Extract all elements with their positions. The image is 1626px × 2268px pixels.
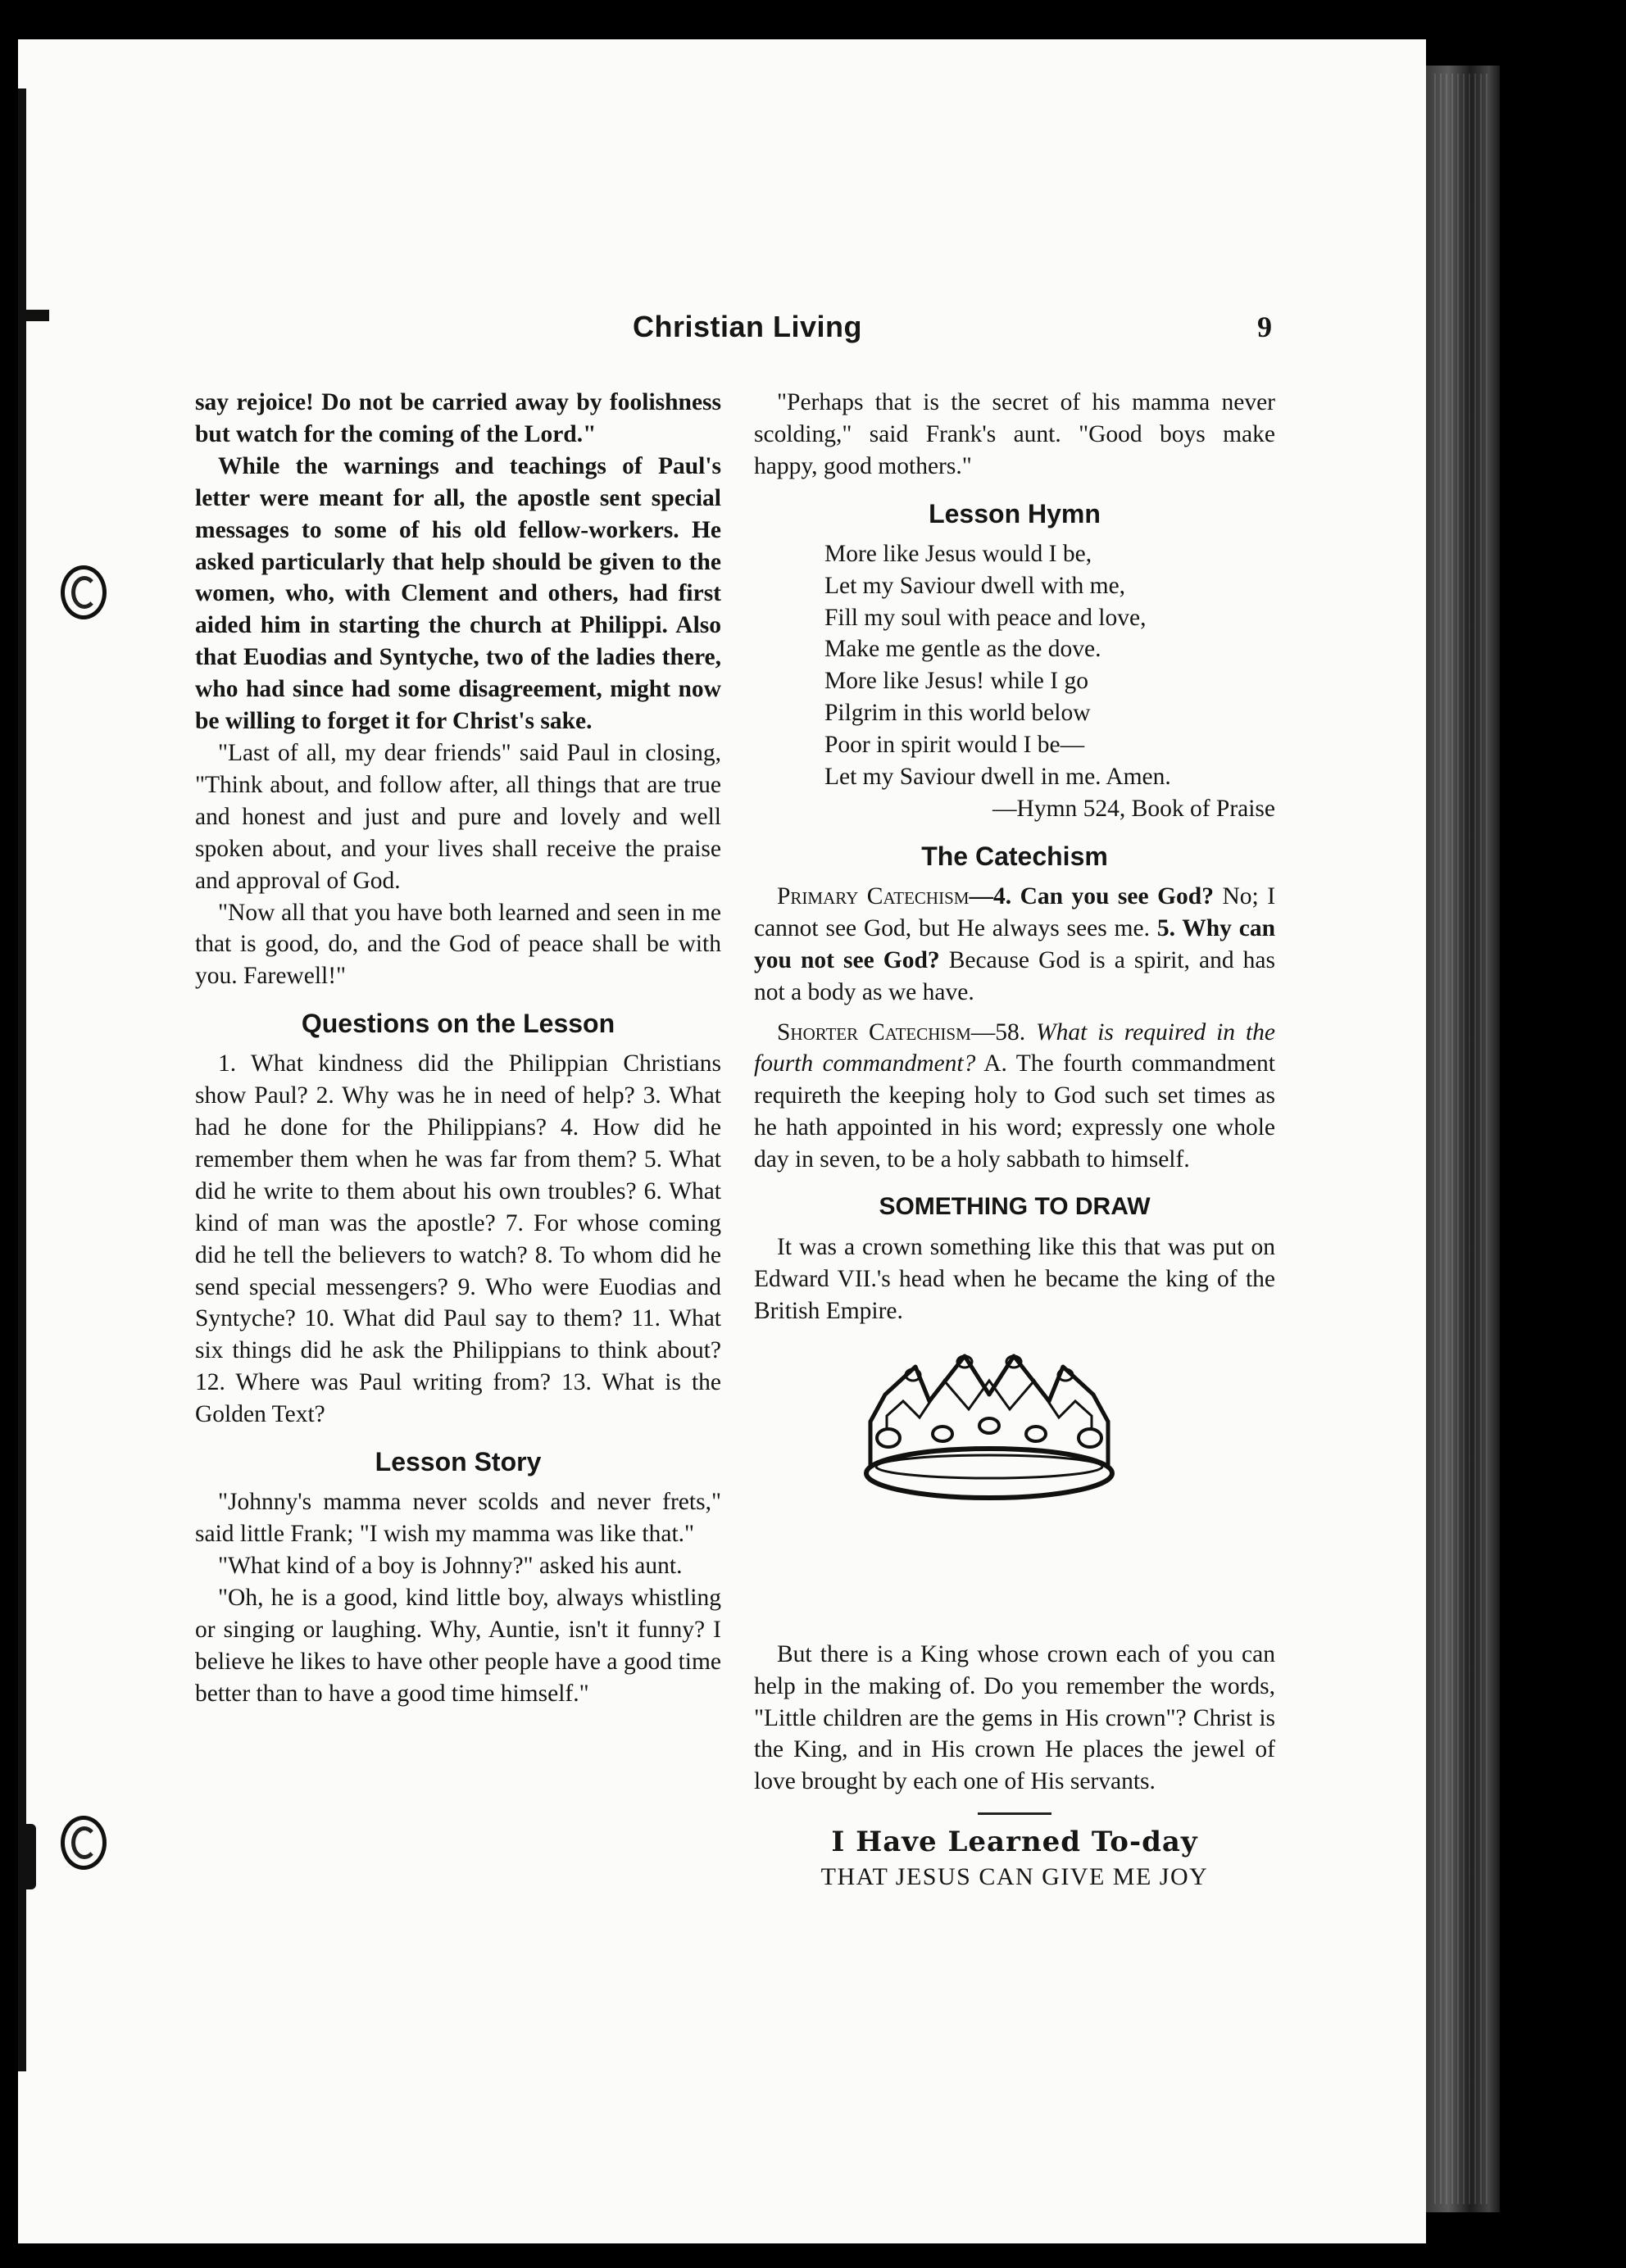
primary-catechism — [754, 881, 1275, 1009]
paragraph: "Johnny's mamma never scolds and never frets," said little Frank; "I wish my mamma was like that." — [195, 1489, 721, 1547]
crown-illustration — [854, 1344, 1124, 1508]
divider — [978, 1812, 1051, 1815]
paragraph: But there is a King whose crown each of you can help in the making of. Do you remember the words, "Little children are the gems in His crown"? Christ is the King, and in His crown He places the jewel of love brought by each one of His servants. — [754, 1640, 1275, 1795]
page-edge-stripes — [1434, 74, 1492, 2204]
paragraph: "Perhaps that is the secret of his mamma never scolding," said Frank's aunt. "Good boys make happy, good mothers." — [754, 389, 1275, 479]
catechism-label: Shorter Catechism — [777, 1018, 971, 1046]
binder-ring-icon — [61, 565, 107, 619]
binding-edge — [18, 88, 26, 2071]
catechism-answer: No; I cannot see God, but He always sees me. — [754, 882, 1276, 941]
hymn-line: More like Jesus! while I go — [824, 668, 1088, 695]
section-heading-story: Lesson Story — [375, 1447, 542, 1477]
shorter-catechism — [754, 1017, 1275, 1177]
printed-page — [18, 39, 1426, 2243]
paragraph: say rejoice! Do not be carried away by foolishness but watch for the coming of the Lord." — [195, 389, 721, 447]
learned-heading: I Have Learned To-day — [831, 1826, 1198, 1859]
catechism-answer: A. The fourth commandment requireth the keeping holy to God such set times as he hath appointed in his word; expressly one whole day in seven, to be a holy sabbath to himself. — [754, 1050, 1275, 1173]
hymn-line: Make me gentle as the dove. — [824, 636, 1101, 663]
section-heading-draw: SOMETHING TO DRAW — [879, 1193, 1151, 1221]
catechism-question: 5. Why can you not see God? — [754, 914, 1275, 973]
crown-illustration-area — [754, 1327, 1275, 1639]
section-heading-questions: Questions on the Lesson — [301, 1009, 615, 1039]
hymn-line: Fill my soul with peace and love, — [824, 604, 1147, 631]
catechism-number: —58. — [970, 1018, 1037, 1046]
catechism-question: —4. Can you see God? — [969, 882, 1214, 909]
hymn-line: Pilgrim in this world below — [824, 700, 1091, 727]
left-column — [195, 387, 721, 1709]
paragraph: It was a crown something like this that was put on Edward VII.'s head when he became the king of the British Empire. — [754, 1234, 1275, 1324]
paragraph: "Last of all, my dear friends" said Paul in closing, "Think about, and follow after, all things that are true and honest and just and pure and lovely and well spoken about, and your lives shall receive the praise and approval of God. — [195, 739, 721, 894]
hymn-line: Poor in spirit would I be— — [824, 732, 1085, 759]
hymn-line: Let my Saviour dwell in me. Amen. — [824, 764, 1171, 791]
hymn-line: More like Jesus would I be, — [824, 540, 1092, 567]
page-number: 9 — [1257, 311, 1272, 343]
paragraph: "What kind of a boy is Johnny?" asked his aunt. — [218, 1552, 683, 1579]
section-heading-hymn: Lesson Hymn — [929, 498, 1101, 528]
right-column — [754, 387, 1275, 1894]
binder-clip — [18, 1824, 36, 1889]
questions-paragraph: 1. What kindness did the Philippian Christians show Paul? 2. Why was he in need of help? 3. What had he done for the Philippians? 4. How did he remember them when he was far from them? 5. What did he write to them about his own troubles? 6. What kind of man was the apostle? 7. For whose coming did he tell the believers to watch? 8. To whom did he send special messengers? 9. Who were Euodias and Syntyche? 10. What did Paul say to them? 11. What six things did he ask the Philippians to think about? 12. Where was Paul writing from? 13. What is the Golden Text? — [195, 1050, 721, 1428]
binder-ring-icon — [61, 1816, 107, 1870]
catechism-label: Primary Catechism — [777, 882, 970, 909]
paragraph: "Oh, he is a good, kind little boy, always whistling or singing or laughing. Why, Auntie, isn't it funny? I believe he likes to have other people have a good time better than to have a good time himself." — [195, 1584, 721, 1707]
catechism-answer: Because God is a spirit, and has not a body as we have. — [754, 946, 1275, 1005]
paragraph: While the warnings and teachings of Paul's letter were meant for all, the apostle sent special messages to some of his old fellow-workers. He asked particularly that help should be given to the women, who, with Clement and others, had first aided him in starting the church at Philippi. Also that Euodias and Syntyche, two of the ladies there, who had since had some disagreement, might now be willing to forget it for Christ's sake. — [195, 452, 721, 735]
binding-tick — [25, 310, 49, 321]
catechism-question: What is required in the fourth commandment? — [754, 1018, 1275, 1077]
running-head: Christian Living — [632, 310, 863, 343]
hymn-line: Let my Saviour dwell with me, — [824, 572, 1126, 599]
hymn-credit: —Hymn 524, Book of Praise — [992, 795, 1275, 822]
learned-text: THAT JESUS CAN GIVE ME JOY — [820, 1863, 1209, 1891]
section-heading-catechism: The Catechism — [921, 841, 1108, 871]
hymn-verse — [824, 538, 1275, 825]
paragraph: "Now all that you have both learned and seen in me that is good, do, and the God of peace shall be with you. Farewell!" — [195, 899, 721, 990]
